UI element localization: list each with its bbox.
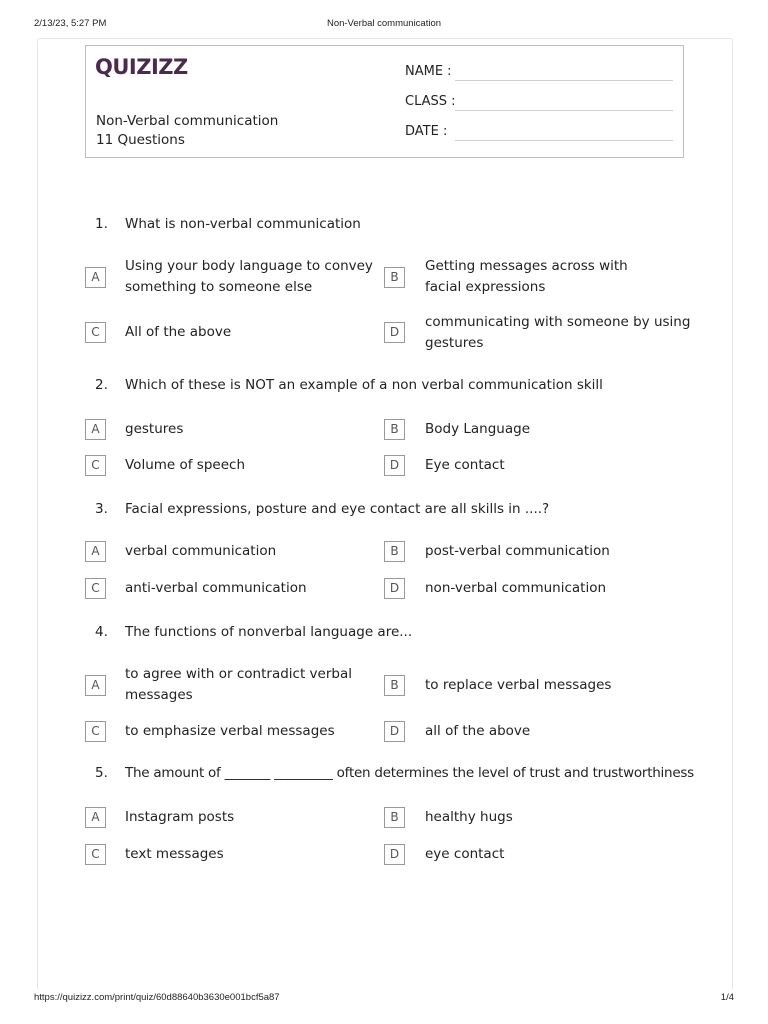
class-field-line[interactable] — [455, 110, 673, 111]
question-text: Which of these is NOT an example of a non verbal communication skill — [125, 377, 603, 393]
print-footer — [0, 992, 768, 1006]
option-text: eye contact — [425, 846, 505, 862]
quiz-title: Non-Verbal communication — [96, 113, 279, 129]
page-number: 1/4 — [720, 992, 734, 1003]
option-text: post-verbal communication — [425, 543, 610, 559]
option-text: verbal communication — [125, 543, 277, 559]
question-text: What is non-verbal communication — [125, 216, 361, 232]
option-letter-box: A — [85, 419, 106, 440]
option-letter-box: D — [384, 721, 405, 742]
option-letter-box: B — [384, 541, 405, 562]
option-letter-box: A — [85, 541, 106, 562]
option-text: Instagram posts — [125, 809, 235, 825]
option-letter-box: D — [384, 578, 405, 599]
option-text: to emphasize verbal messages — [125, 723, 335, 739]
option-letter-box: C — [85, 844, 106, 865]
question-text: The amount of _______ _________ often determines the level of trust and trustworthiness — [125, 765, 694, 781]
class-label: CLASS : — [405, 94, 456, 109]
option-letter-box: B — [384, 267, 405, 288]
option-letter-box: D — [384, 322, 405, 343]
option-text: Getting messages across with facial expressions — [425, 258, 628, 295]
option-text: anti-verbal communication — [125, 580, 307, 596]
option-letter-box: C — [85, 721, 106, 742]
print-header — [0, 18, 768, 32]
date-label: DATE : — [405, 124, 448, 139]
option-text: healthy hugs — [425, 809, 513, 825]
question-number: 4. — [95, 624, 108, 640]
option-text: Eye contact — [425, 457, 505, 473]
option-letter-box: A — [85, 267, 106, 288]
option-text: All of the above — [125, 324, 232, 340]
date-field-line[interactable] — [455, 140, 673, 141]
option-text: non-verbal communication — [425, 580, 607, 596]
question-number: 1. — [95, 216, 108, 232]
option-text: text messages — [125, 846, 224, 862]
option-letter-box: C — [85, 578, 106, 599]
question-text: Facial expressions, posture and eye contact are all skills in ....? — [125, 501, 550, 517]
question-number: 5. — [95, 765, 108, 781]
question-count: 11 Questions — [96, 132, 185, 148]
option-letter-box: B — [384, 419, 405, 440]
option-letter-box: C — [85, 455, 106, 476]
option-text: all of the above — [425, 723, 531, 739]
quizizz-logo: QUIZIZZ — [95, 55, 188, 79]
question-number: 3. — [95, 501, 108, 517]
option-letter-box: C — [85, 322, 106, 343]
print-datetime: 2/13/23, 5:27 PM — [34, 18, 107, 29]
option-letter-box: D — [384, 844, 405, 865]
question-number: 2. — [95, 377, 108, 393]
question-text: The functions of nonverbal language are... — [125, 624, 413, 640]
option-letter-box: B — [384, 675, 405, 696]
name-field-line[interactable] — [455, 80, 673, 81]
option-text: to agree with or contradict verbal messages — [125, 666, 352, 703]
option-letter-box: A — [85, 807, 106, 828]
option-text: to replace verbal messages — [425, 677, 612, 693]
quiz-info-box — [85, 45, 684, 158]
option-text: communicating with someone by using gestures — [425, 314, 691, 351]
name-label: NAME : — [405, 64, 452, 79]
option-text: gestures — [125, 421, 184, 437]
option-text: Using your body language to convey something to someone else — [125, 258, 373, 295]
option-letter-box: B — [384, 807, 405, 828]
print-url[interactable]: https://quizizz.com/print/quiz/60d88640b3630e001bcf5a87 — [34, 992, 280, 1003]
option-letter-box: D — [384, 455, 405, 476]
option-letter-box: A — [85, 675, 106, 696]
option-text: Volume of speech — [125, 457, 245, 473]
print-doc-title: Non-Verbal communication — [326, 18, 442, 29]
option-text: Body Language — [425, 421, 530, 437]
